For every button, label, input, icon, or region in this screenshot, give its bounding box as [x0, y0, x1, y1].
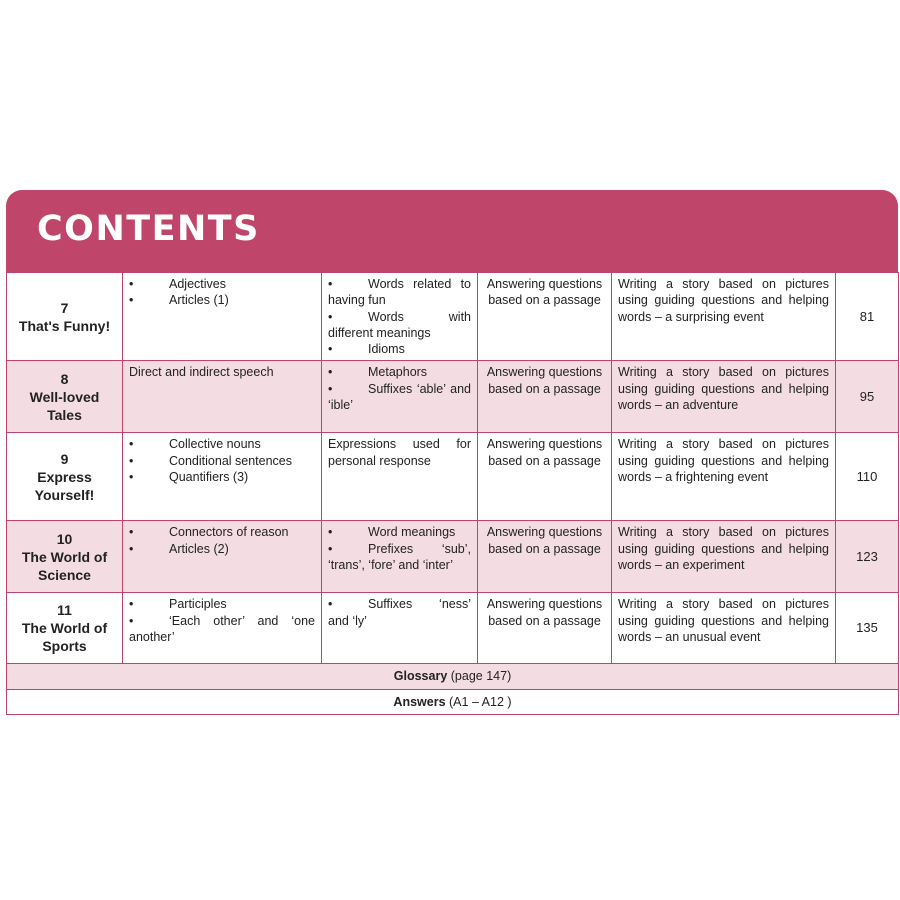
page-number: 123 — [836, 521, 899, 593]
page-number: 135 — [836, 593, 899, 664]
list-item: • Suffixes ‘able’ and ‘ible’ — [328, 381, 471, 413]
list-item: • Participles — [129, 597, 227, 612]
writing-cell: Writing a story based on pictures using guiding questions and helping words – an experiment — [612, 521, 836, 593]
list-item: • Idioms — [328, 342, 405, 357]
writing-cell: Writing a story based on pictures using guiding questions and helping words – an unusual event — [612, 593, 836, 664]
writing-cell: Writing a story based on pictures using guiding questions and helping words – an adventure — [612, 361, 836, 433]
list-item: • Conditional sentences — [129, 453, 292, 468]
list-item: • Metaphors — [328, 365, 428, 380]
unit-number: 11 — [57, 602, 72, 619]
table-row — [7, 521, 899, 593]
table-row — [7, 433, 899, 521]
answers-row — [7, 689, 899, 714]
vocabulary-cell — [322, 521, 478, 593]
answers-label: Answers — [393, 694, 446, 709]
list-item: • Words with different meanings — [328, 309, 471, 340]
reading-cell: Answering questions based on a passage — [478, 521, 612, 593]
grammar-cell: Direct and indirect speech — [123, 361, 322, 433]
unit-cell — [7, 433, 123, 521]
page-number: 81 — [836, 273, 899, 361]
grammar-cell — [123, 433, 322, 521]
unit-number: 9 — [60, 450, 69, 467]
list-item: • Connectors of reason — [129, 525, 289, 540]
reading-cell: Answering questions based on a passage — [478, 433, 612, 521]
glossary-cell — [7, 664, 899, 689]
contents-table — [6, 272, 899, 715]
glossary-label: Glossary — [393, 669, 448, 684]
vocabulary-cell — [322, 361, 478, 433]
contents-title: CONTENTS — [37, 209, 260, 249]
vocabulary-cell — [322, 593, 478, 664]
unit-number: 10 — [56, 530, 73, 547]
list-item: • Quantifiers (3) — [129, 470, 249, 485]
unit-cell — [7, 273, 123, 361]
unit-number: 8 — [60, 370, 69, 387]
unit-number: 7 — [60, 299, 69, 316]
list-item: • Word meanings — [328, 525, 456, 540]
answers-cell — [7, 689, 899, 714]
writing-cell: Writing a story based on pictures using guiding questions and helping words – a frightening event — [612, 433, 836, 521]
grammar-cell — [123, 273, 322, 361]
unit-title: Well-loved Tales — [29, 388, 100, 423]
contents-section — [6, 190, 898, 715]
unit-cell — [7, 521, 123, 593]
reading-cell: Answering questions based on a passage — [478, 273, 612, 361]
unit-cell — [7, 361, 123, 433]
list-item: • Adjectives — [129, 277, 226, 291]
glossary-detail: (page 147) — [450, 669, 512, 684]
list-item: • Prefixes ‘sub’, ‘trans’, ‘fore’ and ‘inter’ — [328, 541, 471, 573]
grammar-cell — [123, 521, 322, 593]
table-row — [7, 273, 899, 361]
list-item: • ‘Each other’ and ‘one another’ — [129, 613, 315, 645]
page-number: 95 — [836, 361, 899, 433]
contents-banner — [6, 190, 898, 272]
unit-title: That's Funny! — [18, 317, 111, 334]
writing-cell: Writing a story based on pictures using guiding questions and helping words – a surprising event — [612, 273, 836, 361]
table-row — [7, 361, 899, 433]
page-number: 110 — [836, 433, 899, 521]
list-item: • Suffixes ‘ness’ and ‘ly’ — [328, 597, 471, 628]
list-item: • Articles (1) — [129, 293, 229, 308]
list-item: • Words related to having fun — [328, 277, 471, 308]
reading-cell: Answering questions based on a passage — [478, 593, 612, 664]
unit-cell — [7, 593, 123, 664]
answers-detail: (A1 – A12 ) — [449, 694, 512, 709]
list-item: • Collective nouns — [129, 437, 261, 452]
list-item: • Articles (2) — [129, 541, 229, 556]
table-row — [7, 593, 899, 664]
grammar-cell — [123, 593, 322, 664]
unit-title: Express Yourself! — [34, 468, 95, 503]
unit-title: The World of Sports — [21, 620, 108, 655]
vocabulary-cell: Expressions used for personal response — [322, 433, 478, 521]
reading-cell: Answering questions based on a passage — [478, 361, 612, 433]
vocabulary-cell — [322, 273, 478, 361]
glossary-row — [7, 664, 899, 689]
unit-title: The World of Science — [21, 548, 108, 583]
